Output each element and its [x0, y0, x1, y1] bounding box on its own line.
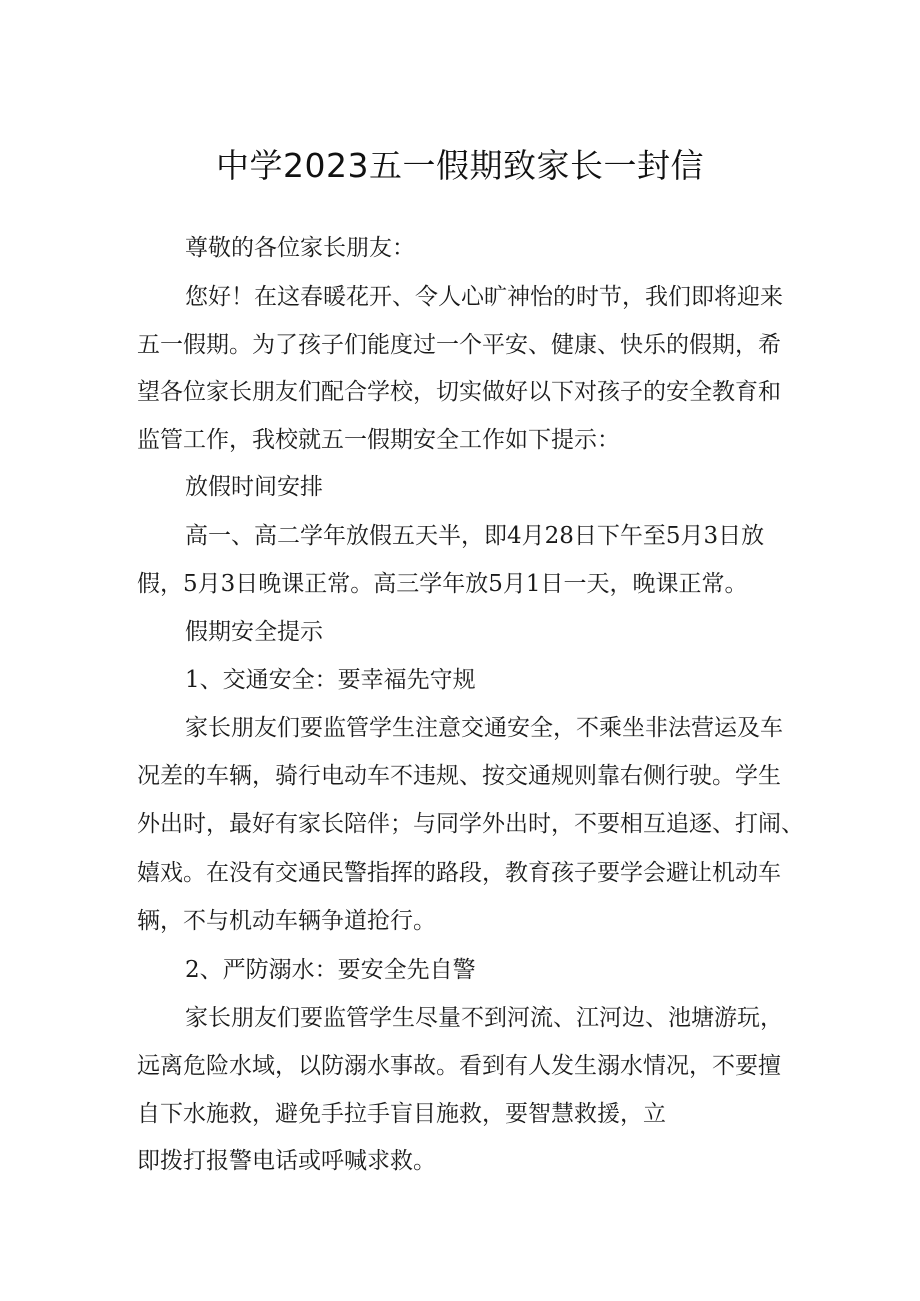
paragraph-line: 自下水施救，避免手拉手盲目施救，要智慧救援，立	[137, 1101, 666, 1127]
paragraph-line: 家长朋友们要监管学生尽量不到河流、江河边、池塘游玩，	[185, 1005, 783, 1031]
salutation: 尊敬的各位家长朋友：	[185, 235, 415, 261]
subsection-heading: 1、交通安全：要幸福先守规	[185, 667, 476, 693]
section-heading: 放假时间安排	[185, 474, 323, 500]
paragraph-line: 您好！在这春暖花开、令人心旷神怡的时节，我们即将迎来	[185, 284, 783, 310]
paragraph-line: 家长朋友们要监管学生注意交通安全，不乘坐非法营运及车	[185, 715, 783, 741]
paragraph-line: 况差的车辆，骑行电动车不违规、按交通规则靠右侧行驶。学生	[137, 763, 781, 789]
paragraph-line: 外出时，最好有家长陪伴；与同学外出时，不要相互追逐、打闹、	[137, 811, 804, 837]
paragraph-line: 即拨打报警电话或呼喊求救。	[137, 1148, 436, 1174]
document-title: 中学2023五一假期致家长一封信	[216, 146, 704, 185]
paragraph-line: 假，5月3日晚课正常。高三学年放5月1日一天，晚课正常。	[137, 571, 748, 597]
paragraph-line: 辆，不与机动车辆争道抢行。	[137, 908, 436, 934]
paragraph-line: 高一、高二学年放假五天半，即4月28日下午至5月3日放	[185, 523, 765, 549]
paragraph-line: 嬉戏。在没有交通民警指挥的路段，教育孩子要学会避让机动车	[137, 860, 781, 886]
paragraph-line: 远离危险水域，以防溺水事故。看到有人发生溺水情况，不要擅	[137, 1053, 781, 1079]
paragraph-line: 望各位家长朋友们配合学校，切实做好以下对孩子的安全教育和	[137, 379, 781, 405]
paragraph-line: 监管工作，我校就五一假期安全工作如下提示：	[137, 427, 620, 453]
paragraph-line: 五一假期。为了孩子们能度过一个平安、健康、快乐的假期，希	[137, 332, 781, 358]
subsection-heading: 2、严防溺水：要安全先自警	[185, 957, 476, 983]
section-heading: 假期安全提示	[185, 619, 323, 645]
